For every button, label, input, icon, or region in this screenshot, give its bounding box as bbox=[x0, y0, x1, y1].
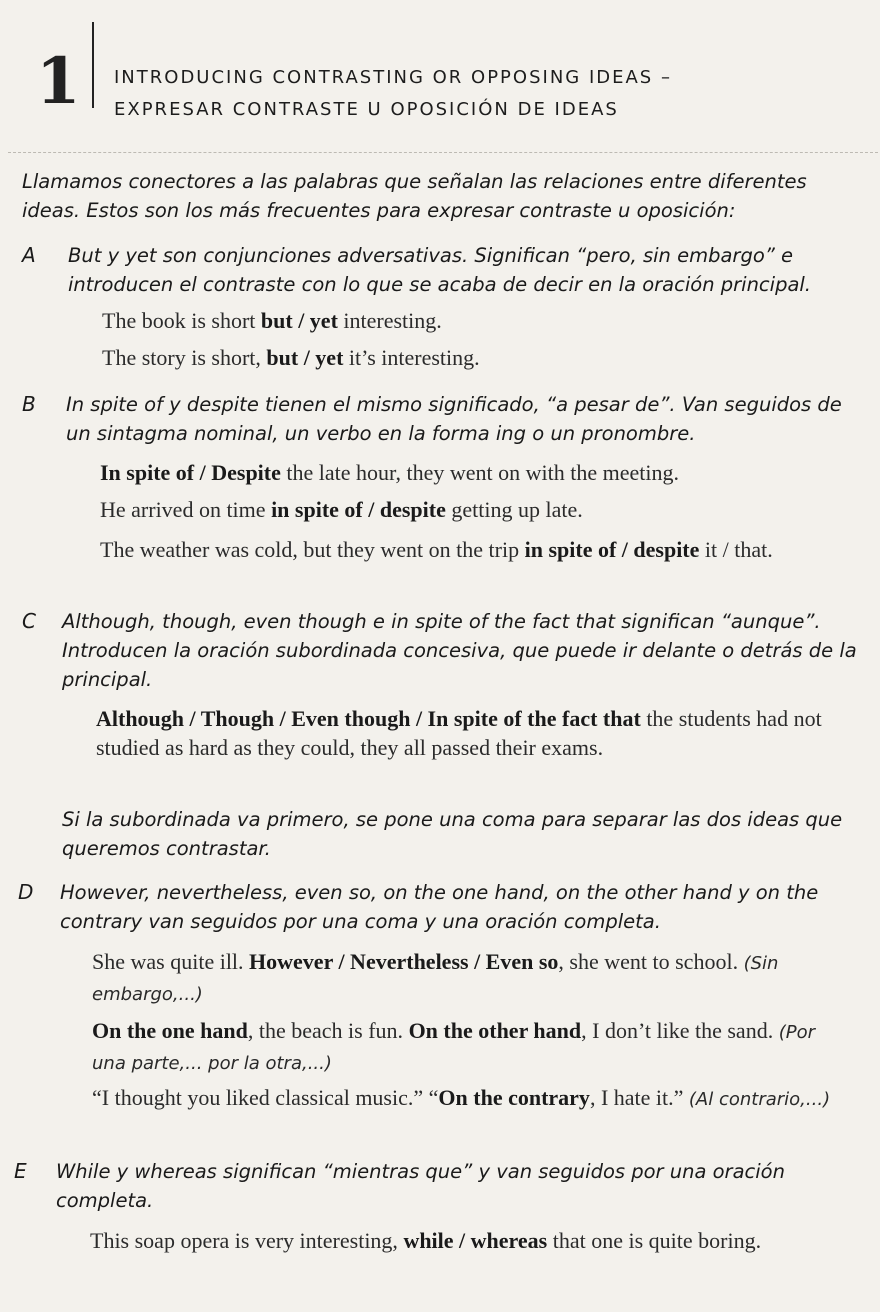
section-d-example-1: She was quite ill. However / Nevertheless / Even so, she went to school. (Sin embargo,...) bbox=[92, 949, 779, 1005]
section-d-example-3: “I thought you liked classical music.” “On the contrary, I hate it.” (Al contrario,...) bbox=[92, 1085, 831, 1110]
section-d-letter: D bbox=[18, 880, 34, 904]
section-heading bbox=[114, 62, 854, 126]
section-a-example-2: The story is short, but / yet it’s interesting. bbox=[102, 345, 480, 370]
section-b-example-1: In spite of / Despite the late hour, they went on with the meeting. bbox=[100, 460, 679, 485]
section-b-explanation: In spite of y despite tienen el mismo significado, “a pesar de”. Van seguidos de un sintagma nominal, un verbo en la forma ing o un pronombre. bbox=[66, 393, 842, 445]
section-d-example-2: On the one hand, the beach is fun. On the other hand, I don’t like the sand. (Por una parte,... por la otra,...) bbox=[92, 1018, 815, 1074]
section-b-example-3: The weather was cold, but they went on the trip in spite of / despite it / that. bbox=[100, 537, 773, 562]
section-b-letter: B bbox=[22, 392, 36, 416]
chapter-number: 1 bbox=[36, 44, 81, 119]
section-a-example-1: The book is short but / yet interesting. bbox=[102, 308, 442, 333]
heading-spanish: EXPRESAR CONTRASTE U OPOSICIÓN DE IDEAS bbox=[114, 99, 619, 120]
section-e-example-1: This soap opera is very interesting, while / whereas that one is quite boring. bbox=[90, 1228, 762, 1253]
section-e-letter: E bbox=[14, 1159, 27, 1183]
section-c-note: Si la subordinada va primero, se pone una coma para separar las dos ideas que queremos contrastar. bbox=[62, 808, 843, 860]
header-divider bbox=[92, 22, 94, 108]
dashed-divider bbox=[8, 152, 878, 153]
intro-text: Llamamos conectores a las palabras que señalan las relaciones entre diferentes ideas. Estos son los más frecuentes para expresar contraste u oposición: bbox=[22, 170, 807, 222]
section-e-explanation: While y whereas significan “mientras que” y van seguidos por una oración completa. bbox=[56, 1160, 785, 1212]
heading-english: INTRODUCING CONTRASTING OR OPPOSING IDEAS – bbox=[114, 67, 672, 88]
section-c-explanation: Although, though, even though e in spite of the fact that significan “aunque”. Introducen la oración subordinada concesiva, que puede ir delante o detrás de la principal. bbox=[62, 610, 857, 691]
section-a-letter: A bbox=[22, 243, 36, 267]
section-d-explanation: However, nevertheless, even so, on the one hand, on the other hand y on the contrary van seguidos por una coma y una oración completa. bbox=[60, 881, 819, 933]
section-c-letter: C bbox=[22, 609, 36, 633]
section-b-example-2: He arrived on time in spite of / despite getting up late. bbox=[100, 497, 583, 522]
section-a-explanation: But y yet son conjunciones adversativas. Significan “pero, sin embargo” e introducen el contraste con lo que se acaba de decir en la oración principal. bbox=[68, 244, 812, 296]
section-c-example-1: Although / Though / Even though / In spite of the fact that the students had not studied as hard as they could, they all passed their exams. bbox=[96, 706, 822, 760]
